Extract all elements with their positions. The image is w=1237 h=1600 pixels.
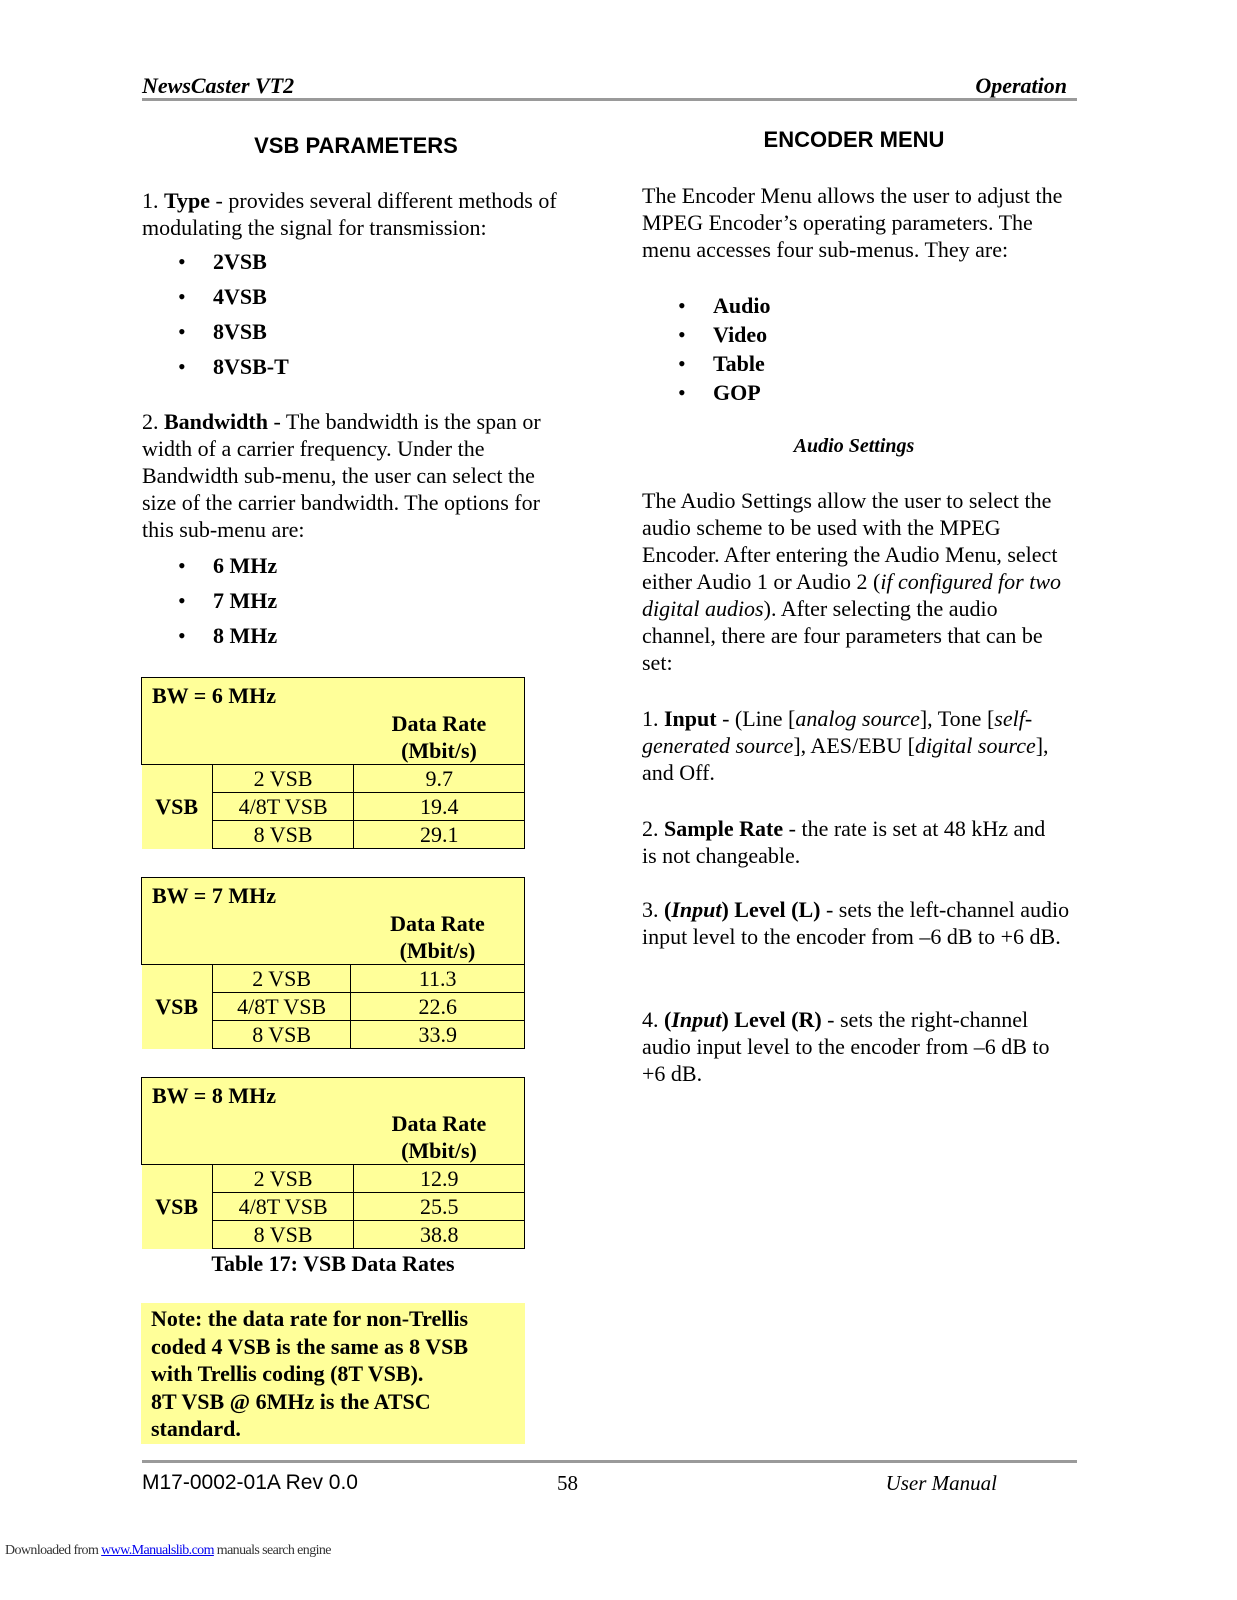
param-num: 3. <box>642 897 664 922</box>
rate-cell: 12.9 <box>354 1165 525 1193</box>
list-item: • 8 MHz <box>178 623 277 658</box>
mode-cell: 2 VSB <box>212 1165 354 1193</box>
param-text: ], AES/EBU [ <box>793 733 915 758</box>
level-right-param <box>642 1006 1074 1087</box>
rate-cell: 11.3 <box>351 965 525 993</box>
row-group-label: VSB <box>142 1165 213 1249</box>
mode-cell: 8 VSB <box>212 1021 351 1049</box>
table-title: BW = 7 MHz <box>142 878 351 965</box>
data-rate-header-line2: (Mbit/s) <box>399 938 476 963</box>
param-term-italic: Input <box>671 897 722 922</box>
note-line: standard. <box>151 1416 241 1441</box>
data-rate-header-line1: Data Rate <box>390 911 485 936</box>
param-italic: digital source <box>914 733 1036 758</box>
rate-cell: 25.5 <box>354 1193 525 1221</box>
footer-doc-number: M17-0002-01A Rev 0.0 <box>142 1471 358 1494</box>
audio-intro-italic: if configured for two digital audios <box>642 569 1061 621</box>
list-item: • GOP <box>678 380 770 409</box>
rate-cell: 29.1 <box>354 821 525 849</box>
list-item: • Table <box>678 351 770 380</box>
mode-cell: 8 VSB <box>212 821 354 849</box>
param-text: - the rate is set at 48 kHz and is not changeable. <box>642 816 1046 868</box>
param-text: - sets the left-channel audio input level to the encoder from –6 dB to +6 dB. <box>642 897 1070 949</box>
input-param <box>642 705 1074 786</box>
list-item: • 6 MHz <box>178 553 277 588</box>
bandwidth-text: - The bandwidth is the span or width of a carrier frequency. Under the Bandwidth sub-menu, the user can select the size of the carrier bandwidth. The options for this sub-menu are: <box>142 409 541 542</box>
mode-cell: 2 VSB <box>212 765 354 793</box>
encoder-intro: The Encoder Menu allows the user to adjust the MPEG Encoder’s operating parameters. The menu accesses four sub-menus. They are: <box>642 183 1063 262</box>
table-caption: Table 17: VSB Data Rates <box>211 1251 455 1276</box>
param-term: ) Level (L) <box>721 897 821 922</box>
encoder-menu-title: ENCODER MENU <box>763 127 945 152</box>
param-text: ], and Off. <box>642 733 1049 785</box>
param-num: 4. <box>642 1007 664 1032</box>
manualslib-link[interactable]: www.Manualslib.com <box>101 1543 214 1558</box>
data-rate-header <box>354 678 525 765</box>
page-number: 58 <box>557 1471 578 1495</box>
mode-cell: 8 VSB <box>212 1221 354 1249</box>
download-line <box>5 1543 331 1559</box>
param-term: ) Level (R) <box>721 1007 822 1032</box>
rate-cell: 22.6 <box>351 993 525 1021</box>
param-term: Input <box>664 706 717 731</box>
type-paragraph <box>142 187 574 241</box>
header-right-title: Operation <box>975 73 1067 98</box>
row-group-label: VSB <box>142 765 213 849</box>
list-item: • Audio <box>678 293 770 322</box>
data-rate-header <box>351 878 525 965</box>
param-num: 1. <box>642 706 664 731</box>
rate-cell: 9.7 <box>354 765 525 793</box>
list-item: • 8VSB-T <box>178 354 289 389</box>
audio-intro <box>642 487 1074 676</box>
list-item: • 4VSB <box>178 284 289 319</box>
param-text: - (Line [ <box>716 706 796 731</box>
note-line: coded 4 VSB is the same as 8 VSB <box>151 1333 469 1359</box>
vsb-parameters-title: VSB PARAMETERS <box>254 133 458 158</box>
level-left-param <box>642 896 1074 950</box>
data-rate-table-8mhz <box>141 1077 525 1249</box>
type-text: - provides several different methods of modulating the signal for transmission: <box>142 188 557 240</box>
data-rate-table-6mhz <box>141 677 525 849</box>
type-num: 1. <box>142 188 164 213</box>
data-rate-header-line1: Data Rate <box>391 1111 487 1136</box>
param-text: - sets the right-channel audio input level to the encoder from –6 dB to +6 dB. <box>642 1007 1050 1086</box>
type-term: Type <box>164 188 211 213</box>
rate-cell: 19.4 <box>354 793 525 821</box>
bandwidth-list <box>178 553 277 658</box>
list-item: • 8VSB <box>178 319 289 354</box>
data-rate-table-7mhz <box>141 877 525 1049</box>
data-rate-header-line2: (Mbit/s) <box>401 738 477 763</box>
data-rate-header-line1: Data Rate <box>391 711 487 736</box>
table-title: BW = 8 MHz <box>142 1078 354 1165</box>
encoder-submenu-list <box>678 293 770 409</box>
data-rate-header <box>354 1078 525 1165</box>
param-term-italic: Input <box>671 1007 722 1032</box>
download-prefix: Downloaded from <box>5 1543 102 1558</box>
param-italic: analog source <box>795 706 920 731</box>
note-line: Note: the data rate for non-Trellis <box>151 1306 469 1331</box>
note-box <box>141 1303 525 1444</box>
header-left-title: NewsCaster VT2 <box>142 73 295 98</box>
mode-cell: 4/8T VSB <box>212 1193 354 1221</box>
mode-cell: 4/8T VSB <box>212 993 351 1021</box>
bandwidth-num: 2. <box>142 409 164 434</box>
download-suffix: manuals search engine <box>213 1543 331 1558</box>
row-group-label: VSB <box>142 965 213 1049</box>
param-text: ], Tone [ <box>919 706 995 731</box>
rate-cell: 38.8 <box>354 1221 525 1249</box>
audio-intro-part2: ). After selecting the audio channel, there are four parameters that can be set: <box>642 596 1043 675</box>
param-num: 2. <box>642 816 664 841</box>
mode-cell: 4/8T VSB <box>212 793 354 821</box>
mode-cell: 2 VSB <box>212 965 351 993</box>
note-line: 8T VSB @ 6MHz is the ATSC <box>151 1388 431 1414</box>
note-line: with Trellis coding (8T VSB). <box>151 1361 424 1386</box>
list-item: • Video <box>678 322 770 351</box>
footer-manual-label: User Manual <box>885 1471 997 1495</box>
param-term: Sample Rate <box>664 816 784 841</box>
param-italic: self-generated source <box>642 706 1033 758</box>
type-list <box>178 249 289 389</box>
audio-intro-part1: The Audio Settings allow the user to select the audio scheme to be used with the MPEG Encoder. After entering the Audio Menu, select either Audio 1 or Audio 2 ( <box>642 488 1058 594</box>
table-title: BW = 6 MHz <box>142 678 354 765</box>
bandwidth-paragraph <box>142 408 574 543</box>
bandwidth-term: Bandwidth <box>164 409 268 434</box>
list-item: • 7 MHz <box>178 588 277 623</box>
rate-cell: 33.9 <box>351 1021 525 1049</box>
header-rule <box>142 98 1077 101</box>
param-open: ( <box>664 897 672 922</box>
data-rate-header-line2: (Mbit/s) <box>401 1138 477 1163</box>
sample-rate-param <box>642 815 1052 869</box>
footer-rule <box>142 1460 1077 1463</box>
audio-settings-subtitle: Audio Settings <box>793 435 915 457</box>
list-item: • 2VSB <box>178 249 289 284</box>
param-open: ( <box>664 1007 672 1032</box>
